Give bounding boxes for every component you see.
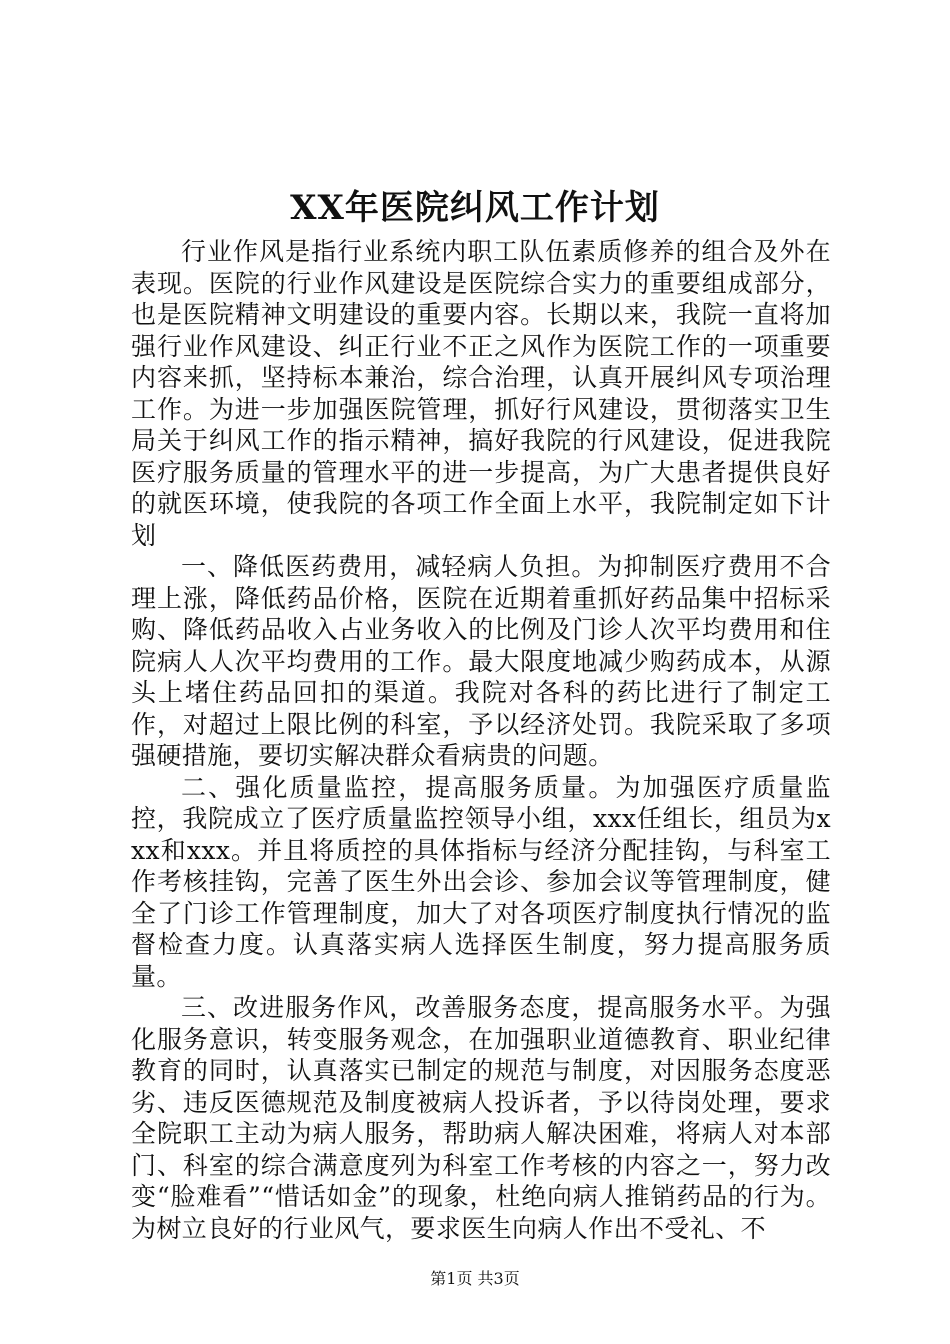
document-title: XX年医院纠风工作计划	[290, 188, 660, 228]
section-1-paragraph: 一、降低医药费用，减轻病人负担。为抑制医疗费用不合理上涨，降低药品价格，医院在近期着重抓好药品集中招标采购、降低药品收入占业务收入的比例及门诊人次平均费用和住院病人人次平均费用的工作。最大限度地减少购药成本，从源头上堵住药品回扣的渠道。我院对各科的药比进行了制定工作，对超过上限比例的科室，予以经济处罚。我院采取了多项强硬措施，要切实解决群众看病贵的问题。	[131, 552, 831, 770]
page-footer: 第1页 共3页	[430, 1269, 520, 1288]
section-2-paragraph: 二、强化质量监控，提高服务质量。为加强医疗质量监控，我院成立了医疗质量监控领导小组，xxx任组长，组员为xxx和xxx。并且将质控的具体指标与经济分配挂钩，与科室工作考核挂钩，完善了医生外出会诊、参加会议等管理制度，健全了门诊工作管理制度，加大了对各项医疗制度执行情况的监督检查力度。认真落实病人选择医生制度，努力提高服务质量。	[131, 772, 831, 991]
section-3-paragraph: 三、改进服务作风，改善服务态度，提高服务水平。为强化服务意识，转变服务观念，在加强职业道德教育、职业纪律教育的同时，认真落实已制定的规范与制度，对因服务态度恶劣、违反医德规范及制度被病人投诉者，予以待岗处理，要求全院职工主动为病人服务，帮助病人解决困难，将病人对本部门、科室的综合满意度列为科室工作考核的内容之一，努力改变“脸难看”“惜话如金”的现象，杜绝向病人推销药品的行为。为树立良好的行业风气，要求医生向病人作出不受礼、不	[131, 993, 831, 1243]
intro-paragraph: 行业作风是指行业系统内职工队伍素质修养的组合及外在表现。医院的行业作风建设是医院综合实力的重要组成部分，也是医院精神文明建设的重要内容。长期以来，我院一直将加强行业作风建设、纠正行业不正之风作为医院工作的一项重要内容来抓，坚持标本兼治，综合治理，认真开展纠风专项治理工作。为进一步加强医院管理，抓好行风建设，贯彻落实卫生局关于纠风工作的指示精神，搞好我院的行风建设，促进我院医疗服务质量的管理水平的进一步提高，为广大患者提供良好的就医环境，使我院的各项工作全面上水平，我院制定如下计划	[131, 237, 831, 550]
document-body	[131, 236, 831, 1244]
